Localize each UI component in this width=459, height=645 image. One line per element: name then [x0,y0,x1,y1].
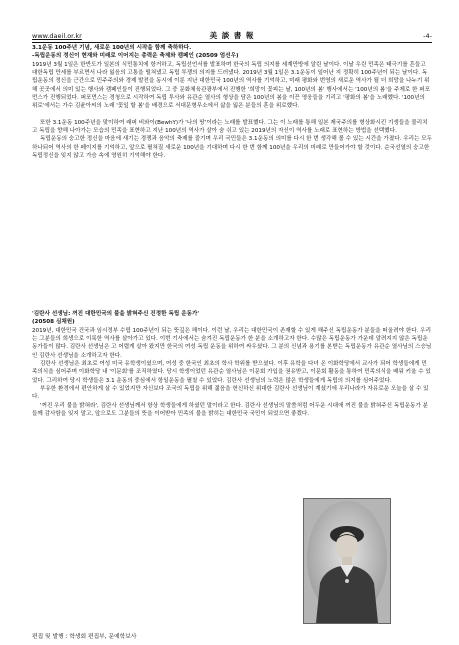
article-2-heading: '김란사 선생님: 꺼진 대한민국의 불을 밝혀주신 진정한 독립 운동가' [32,311,200,317]
article-2-author: (20508 심채원) [32,319,75,326]
article-2-paragraph-3: 부유한 환경에서 편안하게 살 수 있었지만 자신보다 조국의 독립을 위해 젊음을 헌신하신 위대한 김란사 선생님이 계셨기에 우리나라가 자유로운 오늘을 살 수 있다. [32,386,429,401]
site-url[interactable]: www.daeil.or.kr [32,32,82,40]
article-1-subheading: -독립운동의 정신이 현재와 미래로 이어지는 총력운 축제와 캠페인 (20509 엄선우) [32,53,239,60]
newsletter-title: 美 談 書 報 [209,31,255,40]
article-2-paragraph-2: 김란사 선생님은 최초로 여성 미국 유학생이셨으며, 여성 중 한국인 최초의 학사 학위를 받으셨다. 이후 유학을 다녀 온 이화학당에서 교사가 되어 학생들에게 민족의식을 심어주며 이화학당 내 '이문회'를 조직하였다. 당시 학생이었던 유관순 열사님은 이문회 가입을 권유받고, 이문회 활동을 통하여 민족의식을 배워 키울 수 있었다. 그리하여 당시 학생들은 3.1 운동의 중심에서 항일운동을 펼칠 수 있었다. 김란사 선생님의 노력은 많은 학생들에게 독립의 의지를 심어주었다. [32,361,431,384]
article-2 [32,310,432,418]
article-2-paragraph-1: 2019년, 대한민국 건국과 임시정부 수립 100주년이 되는 뜻깊은 해이다. 이런 날, 우리는 대한민국이 존재할 수 있게 해주신 독립운동가 분들을 떠올려야 한다. 우리는 그분들의 희생으로 이룩한 역사를 살아가고 있다. 이번 기사에서는 숨겨진 독립운동가 한 분을 소개하고자 한다. 수많은 독립운동가 가운데 알려지지 않은 독립운동가들이 많다. 김란사 선생님은 고 어렵게 살아 왔지만 한국의 여성 독립 운동을 위하여 싸우셨다. 그 분의 신념과 용기를 본받는 독립운동가 유관순 열사님의 스승님인 김란사 선생님을 소개하고자 한다. [32,327,432,359]
article-1-paragraph-1: 1919년 3월 1일은 한반도가 일본의 식민통치에 항거하고, 독립선언서를 발표하며 한국의 독립 의지를 세계만방에 알린 날이다. 이날 우린 민족은 태극기를 흔들고 대한독립 만세를 부르면서 나라 잃음의 고통을 떨쳐냈고 독립 투쟁의 의지를 드러냈다. 2019년 3월 1일은 3.1운동이 일어난 지 정확히 100주년이 되는 날이다. 독립운동의 정신을 근간으로 민주주의와 경제 발전을 동시에 이룬 지난 대한민국 100년의 역사를 기억하고, 미래 평화와 번영의 새로운 역사가 될 더 희망을 나누기 위해 곳곳에서 의미 있는 행사와 캠페인들이 진행되었다. 그 중 문화체육관광부에서 진행한 '희망이 꽃피는 날, 100년의 봄' 행사에서는 '100년의 봄'을 주제로 한 퍼포먼스가 진행되었다. 퍼포먼스는 경청으로 시작하여 독립 투사와 유관순 열사의 형상을 담은 100년의 봄을 이끈 영웅들을 기리고 '평화의 봄'을 노래했다. '100년의 위로'에서는 가수 김윤아씨의 노래 '꽃잎 할 봄'을 배경으로 서대문형무소에서 삶을 잃은 분들의 혼을 위로했다. [32,61,431,110]
portrait-photo [303,498,391,624]
article-1-heading: 3.1운동 100주년 기념, 새로운 100년의 시작을 함께 축하하다. [32,45,192,51]
header-rule [32,42,432,43]
article-1-paragraph-3: 독립운동의 숭고한 정신을 마음에 새기는 경쟁과 음악의 축제를 즐기며 우리 국민들은 3.1운동의 의미를 다시 한 번 생각해 볼 수 있는 시간을 가졌다. 우리는 모두 하나되어 역사의 한 페이지를 기억하고, 앞으로 펼쳐질 새로운 100년을 기대하며 다시 한 번 함께 100년을 우리의 미래로 만들어가야 할 것이다. 순국선열의 숭고한 독립정신을 잊지 않고 가슴 속에 영원히 기억해야 한다. [32,136,432,160]
article-2-paragraph-4: '꺼진 우리 불을 밝혀라', 김란사 선생님께서 항상 학생들에게 하셨던 말이라고 한다. 김란사 선생님의 말씀처럼 어두운 시대에 꺼진 불을 밝혀주신 독립운동가 분들께 감사함을 잊지 말고, 앞으로도 그분들의 뜻을 이어받아 민족의 불을 밝히는 대한민국 국민이 되었으면 좋겠다. [32,402,429,418]
page-header [32,30,432,42]
portrait-image [304,499,390,623]
page-footer: 편집 및 발행 : 학생회 편집부, 문예학보사 [32,634,137,640]
article-1 [32,44,432,160]
page-number: -4- [423,32,432,40]
article-1-paragraph-2: 또한 3.1운동 100주년을 맞이하여 래퍼 비와이(BewhY)가 '나의 땅'이라는 노래를 발표했다. 그는 이 노래를 통해 일본 제국주의를 형상화시킨 기생들을 물리치고 독립을 향해 나아가는 모습의 민족을 표현하고 지난 100년의 역사가 살아 숨 쉬고 있는 2019년의 자신이 역사를 노래로 표현하는 방법을 선택했다. [32,119,428,135]
